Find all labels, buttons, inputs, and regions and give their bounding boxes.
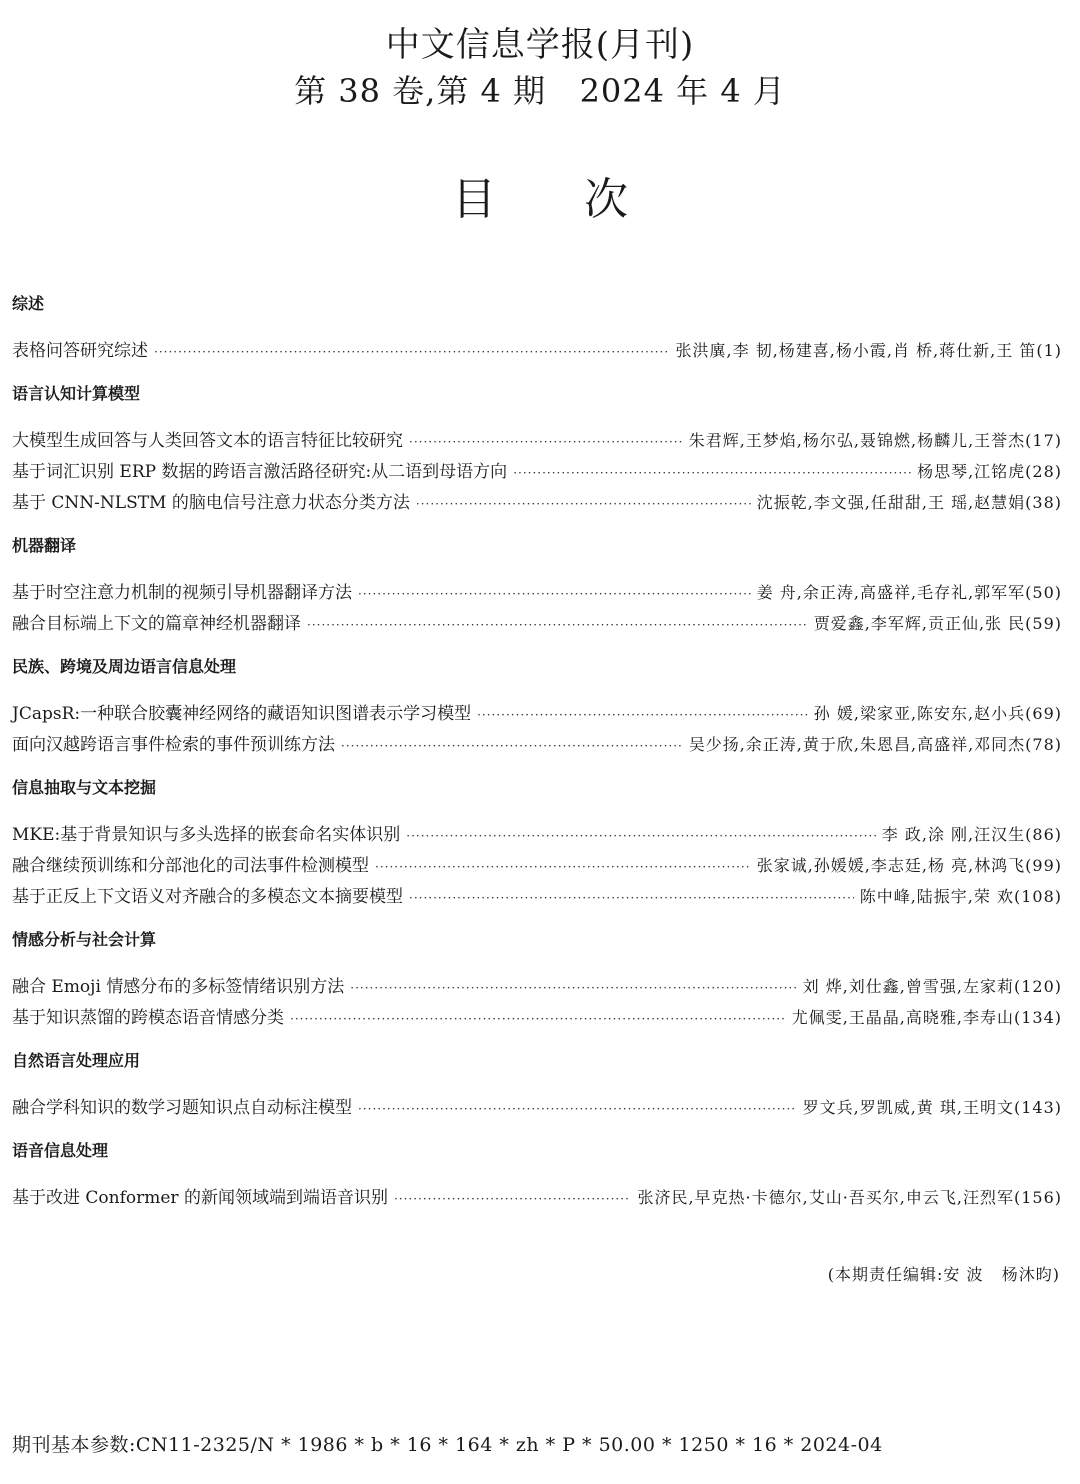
toc-entry[interactable]: [12, 881, 1062, 912]
section-title: 语言认知计算模型: [12, 384, 141, 403]
entry-title: 融合 Emoji 情感分布的多标签情绪识别方法: [12, 977, 345, 997]
leader-dots: [409, 883, 854, 914]
leader-dots: [341, 731, 683, 762]
toc-entry[interactable]: [12, 1092, 1062, 1123]
section-title: 信息抽取与文本挖掘: [12, 778, 157, 797]
toc-section-nlp-app: [12, 1045, 1062, 1123]
toc-entry[interactable]: [12, 335, 1062, 366]
leader-dots: [409, 427, 683, 458]
journal-header: [0, 22, 1080, 114]
entry-authors-page: 陈中峰,陆振宇,荣 欢(108): [859, 887, 1062, 906]
leader-dots: [477, 700, 808, 731]
entry-title: 基于词汇识别 ERP 数据的跨语言激活路径研究:从二语到母语方向: [12, 462, 508, 482]
entry-authors-page: 沈振乾,李文强,任甜甜,王 瑶,赵慧娟(38): [756, 493, 1062, 512]
toc-entry[interactable]: [12, 456, 1062, 487]
entry-authors-page: 姜 舟,余正涛,高盛祥,毛存礼,郭军军(50): [756, 583, 1062, 602]
section-title: 机器翻译: [12, 536, 77, 555]
toc-section-ethnic: [12, 651, 1062, 760]
toc-section-cognitive: [12, 378, 1062, 518]
issue-line: 第 38 卷,第 4 期 2024 年 4 月: [294, 72, 786, 110]
leader-dots: [358, 579, 751, 610]
toc-section-ie: [12, 772, 1062, 912]
leader-dots: [513, 458, 911, 489]
leader-dots: [350, 973, 796, 1004]
leader-dots: [406, 821, 876, 852]
leader-dots: [307, 610, 808, 641]
editor-note: (本期责任编辑:安 波 杨沐昀): [827, 1265, 1060, 1284]
section-title: 综述: [12, 294, 45, 313]
toc-section-review: [12, 288, 1062, 366]
toc-entry[interactable]: [12, 487, 1062, 518]
entry-title: JCapsR:一种联合胶囊神经网络的藏语知识图谱表示学习模型: [12, 704, 472, 724]
entry-authors-page: 吴少扬,余正涛,黄于欣,朱恩昌,高盛祥,邓同杰(78): [688, 735, 1062, 754]
toc-entry[interactable]: [12, 850, 1062, 881]
entry-authors-page: 杨思琴,江铭虎(28): [917, 462, 1062, 481]
toc-entry[interactable]: [12, 608, 1062, 639]
toc-entry[interactable]: [12, 819, 1062, 850]
toc-entry[interactable]: [12, 1182, 1062, 1213]
leader-dots: [416, 489, 751, 520]
toc-entry[interactable]: [12, 425, 1062, 456]
toc-entry[interactable]: [12, 698, 1062, 729]
contents-title: 目次: [452, 174, 716, 225]
entry-authors-page: 张家诚,孙媛媛,李志廷,杨 亮,林鸿飞(99): [756, 856, 1062, 875]
leader-dots: [375, 852, 751, 883]
entry-authors-page: 张洪廙,李 韧,杨建喜,杨小霞,肖 桥,蒋仕新,王 笛(1): [675, 341, 1062, 360]
entry-title: 基于 CNN-NLSTM 的脑电信号注意力状态分类方法: [12, 493, 410, 513]
journal-title: 中文信息学报(月刊): [385, 25, 695, 65]
journal-parameters: 期刊基本参数:CN11-2325/N * 1986 * b * 16 * 164 * zh * P * 50.00 * 1250 * 16 * 2024-04: [12, 1434, 883, 1456]
leader-dots: [290, 1004, 786, 1035]
entry-title: 大模型生成回答与人类回答文本的语言特征比较研究: [12, 431, 403, 451]
entry-title: 基于改进 Conformer 的新闻领域端到端语音识别: [12, 1188, 388, 1208]
entry-title: 融合学科知识的数学习题知识点自动标注模型: [12, 1098, 352, 1118]
entry-authors-page: 孙 媛,梁家亚,陈安东,赵小兵(69): [813, 704, 1062, 723]
section-title: 情感分析与社会计算: [12, 930, 157, 949]
entry-authors-page: 李 政,涂 刚,汪汉生(86): [881, 825, 1062, 844]
entry-authors-page: 罗文兵,罗凯威,黄 琪,王明文(143): [802, 1098, 1062, 1117]
entry-title: 基于正反上下文语义对齐融合的多模态文本摘要模型: [12, 887, 403, 907]
entry-authors-page: 贾爱鑫,李军辉,贡正仙,张 民(59): [813, 614, 1062, 633]
entry-title: 融合继续预训练和分部池化的司法事件检测模型: [12, 856, 369, 876]
toc-entry[interactable]: [12, 971, 1062, 1002]
table-of-contents: [12, 288, 1062, 1213]
entry-title: 融合目标端上下文的篇章神经机器翻译: [12, 614, 301, 634]
entry-authors-page: 尤佩雯,王晶晶,高晓雅,李寿山(134): [791, 1008, 1062, 1027]
section-title: 民族、跨境及周边语言信息处理: [12, 657, 237, 676]
toc-section-mt: [12, 530, 1062, 639]
leader-dots: [154, 337, 670, 368]
entry-title: 基于知识蒸馏的跨模态语音情感分类: [12, 1008, 284, 1028]
leader-dots: [358, 1094, 797, 1125]
section-title: 语音信息处理: [12, 1141, 109, 1160]
toc-section-speech: [12, 1135, 1062, 1213]
toc-entry[interactable]: [12, 1002, 1062, 1033]
toc-entry[interactable]: [12, 577, 1062, 608]
entry-authors-page: 刘 烨,刘仕鑫,曾雪强,左家莉(120): [802, 977, 1062, 996]
toc-entry[interactable]: [12, 729, 1062, 760]
entry-title: 表格问答研究综述: [12, 341, 148, 361]
entry-title: MKE:基于背景知识与多头选择的嵌套命名实体识别: [12, 825, 401, 845]
entry-authors-page: 朱君辉,王梦焰,杨尔弘,聂锦燃,杨麟儿,王誉杰(17): [688, 431, 1062, 450]
entry-title: 面向汉越跨语言事件检索的事件预训练方法: [12, 735, 335, 755]
entry-authors-page: 张济民,早克热·卡德尔,艾山·吾买尔,申云飞,汪烈军(156): [637, 1188, 1062, 1207]
entry-title: 基于时空注意力机制的视频引导机器翻译方法: [12, 583, 352, 603]
section-title: 自然语言处理应用: [12, 1051, 141, 1070]
toc-section-sentiment: [12, 924, 1062, 1033]
leader-dots: [394, 1184, 631, 1215]
